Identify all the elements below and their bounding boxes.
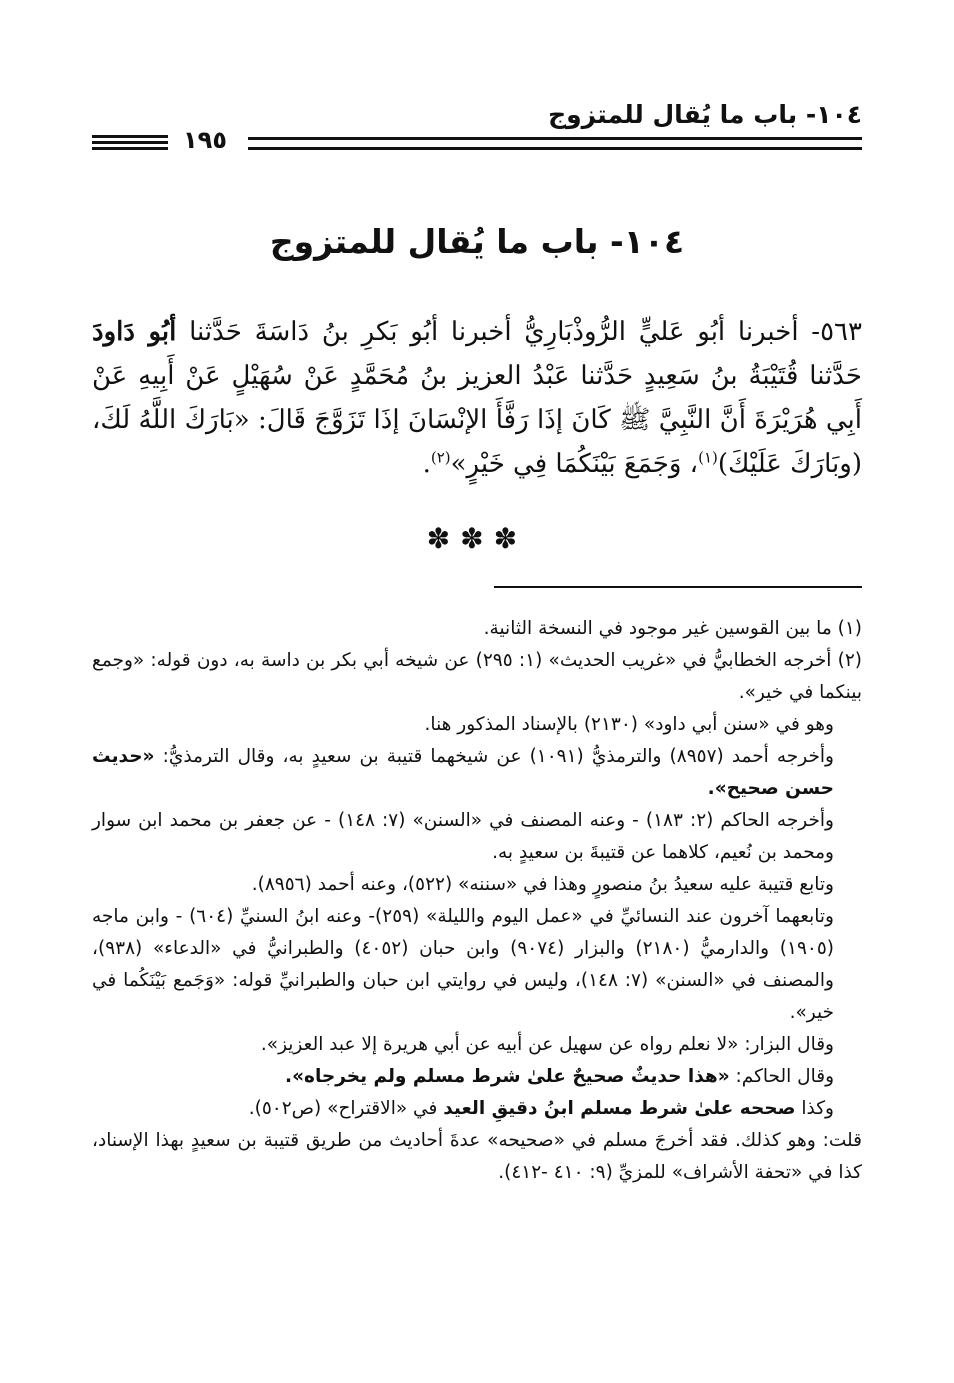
- footnote-2-para: وهو في «سنن أبي داود» (٢١٣٠) بالإسناد المذكور هنا.: [424, 714, 834, 735]
- running-header-title: ١٠٤- باب ما يُقال للمتزوج: [548, 100, 862, 129]
- footnote-2-para: [92, 1061, 862, 1093]
- footnote-bold-quote: صححه علىٰ شرط مسلم ابنُ دقيقِ العيد: [443, 1098, 796, 1119]
- hadith-period: .: [422, 449, 431, 479]
- section-separator-stars: ✽✽✽: [426, 522, 528, 555]
- page-number: ١٩٥: [183, 126, 227, 154]
- footnote-bold-quote: «حديث حسن صحيح».: [92, 746, 834, 799]
- footnote-2-para: وقال البزار: «لا نعلم رواه عن سهيل عن أبيه عن أبي هريرة إلا عبد العزيز».: [260, 1034, 834, 1055]
- hadith-body: حَدَّثنا قُتَيْبَةُ بنُ سَعِيدٍ حَدَّثنا عَبْدُ العزيز بنُ مُحَمَّدٍ عَنْ سُهَيْلٍ عَنْ أَبِيهِ عَنْ أَبِي هُرَيْرَةَ أَنَّ النَّبِيَّ ﷺ كَانَ إذَا رَفَّأَ الإنْسَانَ إذَا تَزَوَّجَ قَالَ: «بَارَكَ اللَّهُ لَكَ، (وبَارَكَ عَلَيْكَ): [92, 361, 862, 479]
- footnote-2-para: وتابع قتيبة عليه سعيدُ بنُ منصورٍ وهذا في «سننه» (٥٢٢)، وعنه أحمد (٨٩٥٦).: [251, 874, 834, 895]
- footnote-2-para: [92, 741, 862, 805]
- footnote-text: وكذا: [795, 1098, 834, 1119]
- hadith-text: [92, 310, 862, 486]
- header-rule: [248, 147, 862, 150]
- footnote-bold-quote: «هذا حديثٌ صحيحٌ علىٰ شرط مسلم ولم يخرجاه».: [285, 1066, 730, 1087]
- header-rule-short: [92, 141, 168, 144]
- footnote-text: وقال الحاكم:: [729, 1066, 834, 1087]
- hadith-body-end: ، وَجَمَعَ بَيْنَكُمَا فِي خَيْرٍ»: [450, 449, 699, 479]
- footnote-divider: [494, 586, 862, 588]
- header-rule-short: [92, 135, 168, 138]
- footnotes: [92, 613, 862, 1189]
- footnote-ref-1: (١): [698, 448, 718, 467]
- footnote-2-para: وأخرجه الحاكم (٢: ١٨٣) - وعنه المصنف في «السنن» (٧: ١٤٨) - عن جعفر بن محمد ابن سوار ومحمد بن نُعيم، كلاهما عن قتيبةَ بن سعيدٍ به.: [92, 810, 834, 863]
- chapter-title: ١٠٤- باب ما يُقال للمتزوج: [269, 222, 685, 261]
- footnote-1: (١) ما بين القوسين غير موجود في النسخة الثانية.: [483, 618, 862, 639]
- footnote-2-para: [92, 1093, 862, 1125]
- footnote-2-para: (٢) أخرجه الخطابيُّ في «غريب الحديث» (١: ٢٩٥) عن شيخه أبي بكر بن داسة به، دون قوله: «وجمع بينكما في خير».: [92, 650, 862, 703]
- narrator-name: أبُو دَاودَ: [92, 317, 177, 347]
- header-rule-short: [92, 147, 168, 150]
- footnote-ref-2: (٢): [430, 448, 451, 467]
- footnote-text: في «الاقتراح» (ص٥٠٢).: [248, 1098, 444, 1119]
- footnote-2-para: وتابعهما آخرون عند النسائيِّ في «عمل اليوم والليلة» (٢٥٩)- وعنه ابنُ السنيِّ (٦٠٤) - وابن ماجه (١٩٠٥) والدارميُّ (٢١٨٠) والبزار (٩٠٧٤) وابن حبان (٤٠٥٢) والطبرانيُّ في «الدعاء» (٩٣٨)، والمصنف في «السنن» (٧: ١٤٨)، وليس في روايتي ابن حبان والطبرانيِّ قوله: «وَجَمع بَيْنَكُما في خير».: [92, 906, 834, 1023]
- footnote-2-para: قلت: وهو كذلك. فقد أخرجَ مسلم في «صحيحه» عدةَ أحاديث من طريق قتيبة بن سعيدٍ بهذا الإسناد، كذا في «تحفة الأشراف» للمزيِّ (٩: ٤١٠ -٤١٢).: [92, 1130, 862, 1183]
- footnote-text: وأخرجه أحمد (٨٩٥٧) والترمذيُّ (١٠٩١) عن شيخهما قتيبة بن سعيدٍ به، وقال الترمذيُّ:: [162, 746, 834, 767]
- hadith-chain: ٥٦٣- أخبرنا أبُو عَليٍّ الرُّوذْبَارِيُّ أخبرنا أبُو بَكرِ بنُ دَاسَةَ حَدَّثنا: [176, 317, 862, 347]
- header-rule: [248, 137, 862, 140]
